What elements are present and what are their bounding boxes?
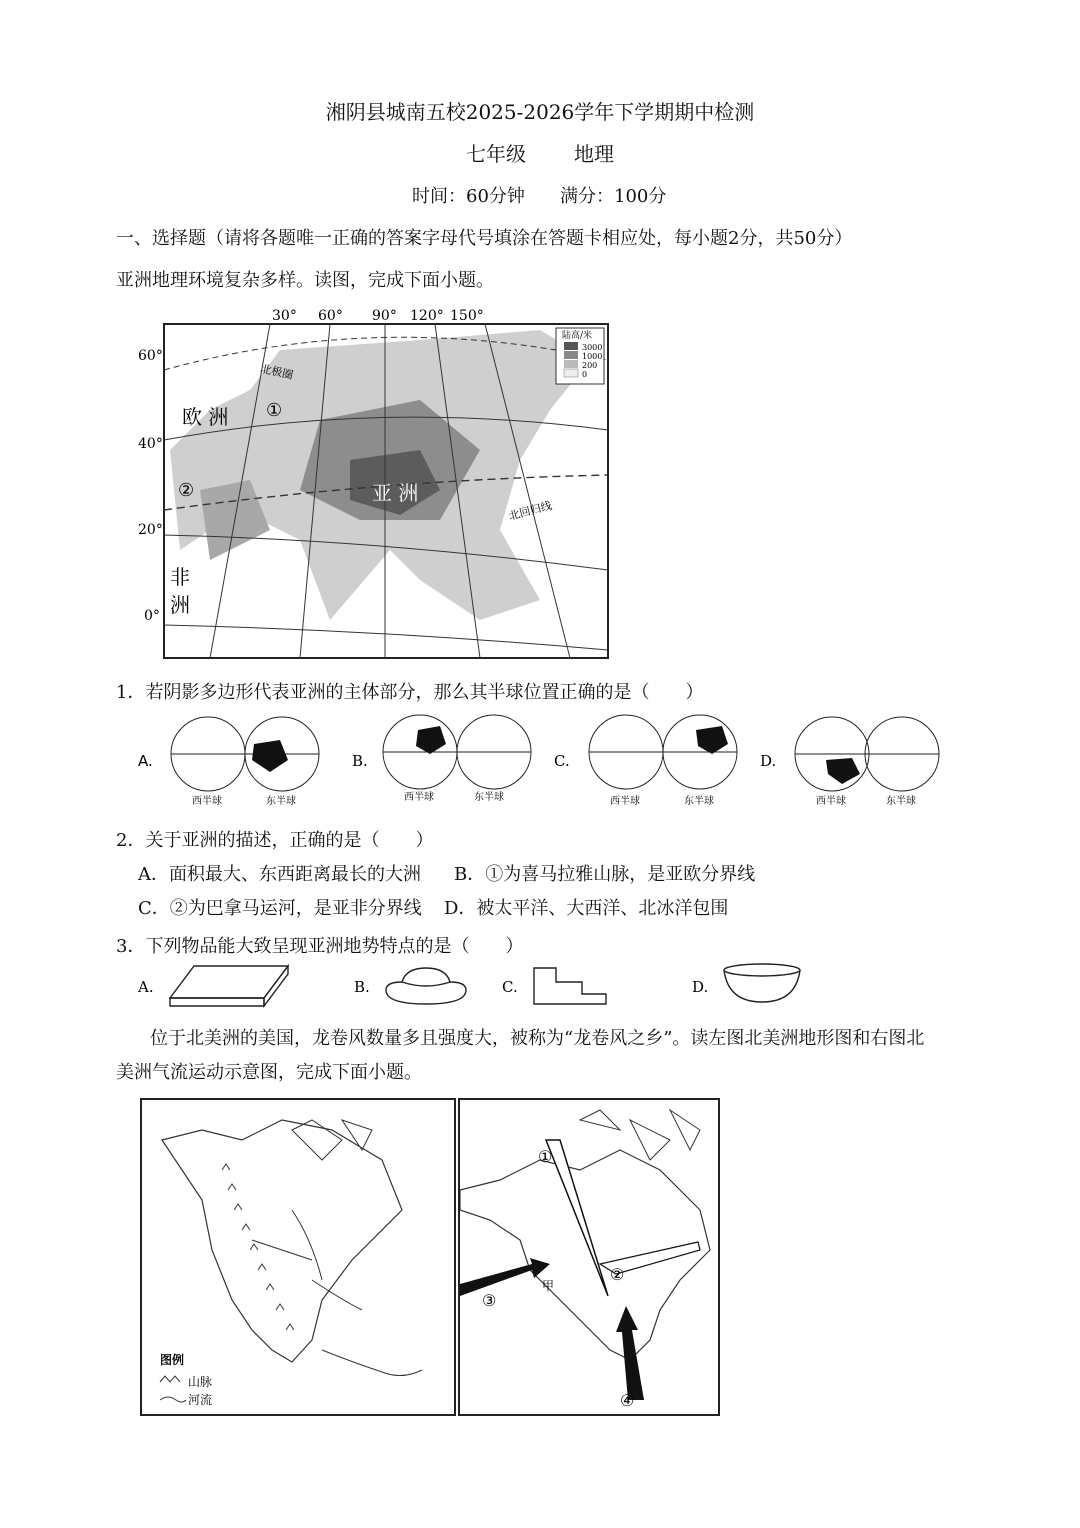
q3-option-c[interactable]: C. (502, 978, 518, 996)
q3-option-b[interactable]: B. (354, 978, 370, 996)
grade-label: 七年级 (466, 142, 526, 166)
marker-2: ② (610, 1265, 625, 1284)
q2-stem: 2．关于亚洲的描述，正确的是（ ） (116, 830, 434, 851)
lon-label: 150° (450, 308, 484, 324)
lat-label: 0° (144, 608, 160, 624)
legend-level: 200 (582, 361, 598, 370)
lat-label: 20° (138, 522, 163, 538)
q2-option-b[interactable]: B．①为喜马拉雅山脉，是亚欧分界线 (454, 864, 756, 885)
passage2-line1: 位于北美洲的美国，龙卷风数量多且强度大，被称为“龙卷风之乡”。读左图北美洲地形图和右图北 (150, 1028, 925, 1049)
marker-4: ④ (620, 1391, 635, 1410)
arctic-circle-label: 北极圈 (259, 362, 295, 382)
west-label: 西半球 (816, 796, 846, 807)
lon-label: 60° (318, 308, 343, 324)
mountain-legend-icon (160, 1376, 180, 1382)
q3-options (130, 960, 830, 1010)
q2-option-c[interactable]: C．②为巴拿马运河，是亚非分界线 (138, 898, 422, 919)
lat-label: 60° (138, 348, 163, 364)
legend-level: 0 (582, 370, 588, 379)
legend-title: 陆高/米 (562, 331, 593, 341)
asia-label: 亚 洲 (372, 481, 419, 505)
legend-title: 图例 (160, 1353, 185, 1367)
q1-stem: 1．若阴影多边形代表亚洲的主体部分，那么其半球位置正确的是（ ） (116, 682, 704, 703)
exam-score: 满分：100分 (560, 186, 667, 207)
stairs-icon (534, 968, 606, 1004)
legend-level: 3000 (582, 343, 603, 352)
q1-option-a[interactable]: A. (138, 752, 153, 770)
west-label: 西半球 (192, 796, 222, 807)
marker-3: ③ (482, 1291, 497, 1310)
airflow-arrow-4 (616, 1306, 644, 1400)
west-label: 西半球 (610, 796, 640, 807)
africa-label: 非 (170, 565, 190, 589)
q3-stem: 3．下列物品能大致呈现亚洲地势特点的是（ ） (116, 936, 524, 957)
lat-label: 40° (138, 436, 163, 452)
legend-river: 河流 (188, 1393, 213, 1407)
q1-options (130, 712, 950, 812)
east-label: 东半球 (886, 796, 916, 807)
section-intro: 亚洲地理环境复杂多样。读图，完成下面小题。 (116, 270, 494, 291)
q1-option-d[interactable]: D. (760, 752, 777, 770)
flat-board-icon (170, 966, 288, 1006)
lon-label: 120° (410, 308, 444, 324)
africa-label: 洲 (170, 593, 190, 617)
europe-label: 欧 洲 (182, 405, 229, 429)
q1-option-b[interactable]: B. (352, 752, 368, 770)
q2-option-a[interactable]: A．面积最大、东西距离最长的大洲 (138, 864, 421, 885)
legend-mountain: 山脉 (188, 1375, 213, 1389)
section-heading: 一、选择题（请将各题唯一正确的答案字母代号填涂在答题卡相应处，每小题2分，共50分） (116, 228, 853, 249)
west-label: 西半球 (404, 792, 434, 803)
lon-label: 30° (272, 308, 297, 324)
exam-title: 湘阴县城南五校2025-2026学年下学期期中检测 (325, 100, 755, 124)
passage2-line2: 美洲气流运动示意图，完成下面小题。 (116, 1062, 422, 1083)
na-airflow-map (458, 1098, 720, 1416)
exam-time: 时间：60分钟 (412, 186, 525, 207)
east-label: 东半球 (684, 796, 714, 807)
airflow-arrow-1 (546, 1140, 608, 1296)
q2-option-d[interactable]: D．被太平洋、大西洋、北冰洋包围 (444, 898, 729, 919)
marker-1: ① (266, 400, 283, 421)
asia-map (120, 300, 620, 670)
na-terrain-map (140, 1098, 456, 1416)
tropic-label: 北回归线 (507, 498, 554, 523)
legend-level: 1000 (582, 352, 603, 361)
east-label: 东半球 (474, 792, 504, 803)
lon-label: 90° (372, 308, 397, 324)
east-label: 东半球 (266, 796, 296, 807)
bowl-icon (724, 964, 800, 1002)
river-legend-icon (160, 1397, 186, 1402)
marker-1: ① (538, 1147, 553, 1166)
jia-label: 甲 (542, 1279, 555, 1293)
subject-label: 地理 (574, 142, 614, 166)
marker-2: ② (178, 480, 195, 501)
q3-option-a[interactable]: A. (138, 978, 154, 996)
q3-option-d[interactable]: D. (692, 978, 709, 996)
hat-icon (386, 968, 466, 1004)
q1-option-c[interactable]: C. (554, 752, 570, 770)
